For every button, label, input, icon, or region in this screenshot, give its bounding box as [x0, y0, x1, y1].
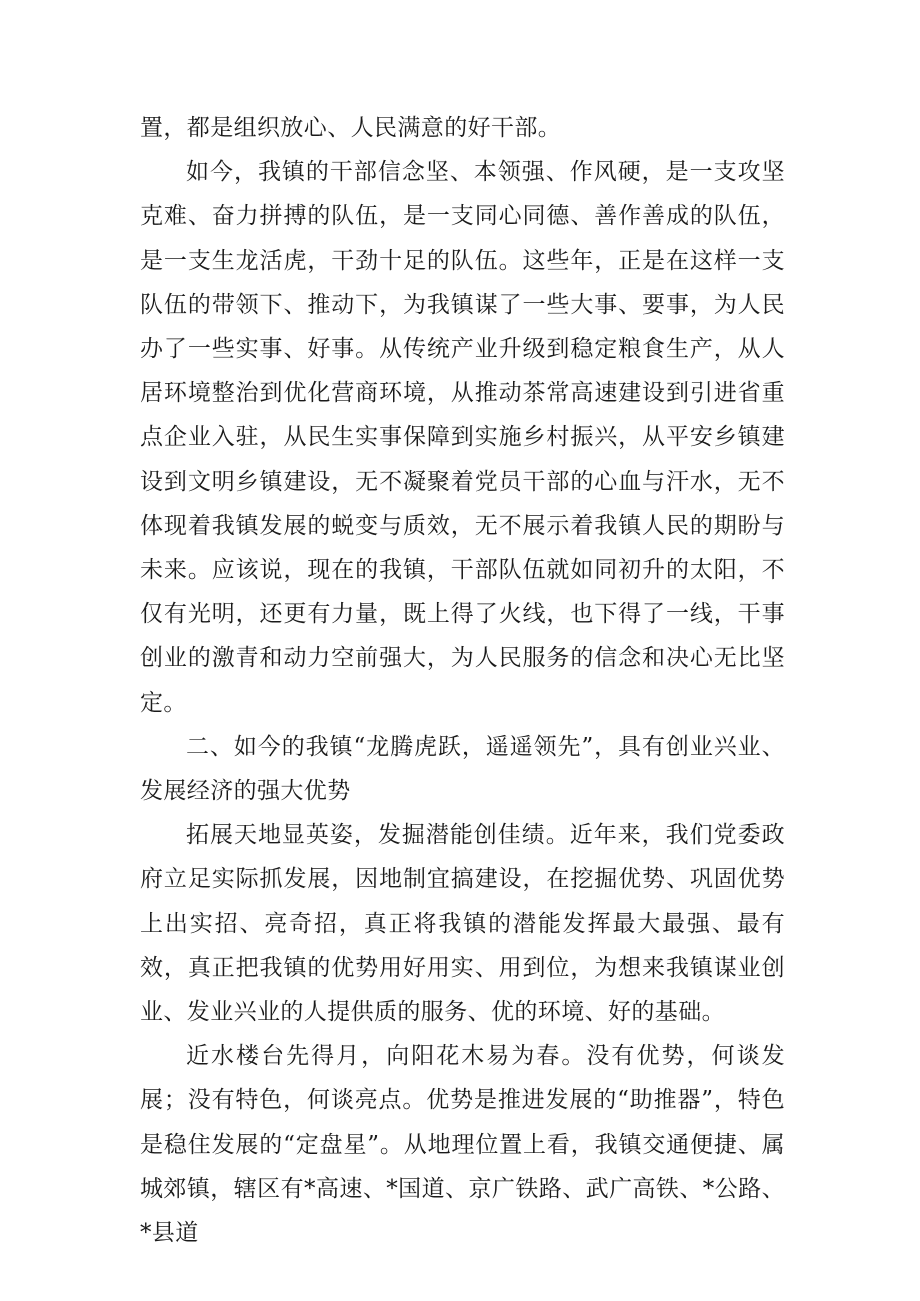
- paragraph-1: 置，都是组织放心、人民满意的好干部。: [140, 115, 562, 141]
- section-heading: 二、如今的我镇“龙腾虎跃，遥遥领先”，具有创业兴业、发展经济的强大优势: [140, 733, 785, 805]
- document-body: [140, 106, 785, 1255]
- paragraph-4: 近水楼台先得月，向阳花木易为春。没有优势，何谈发展；没有特色，何谈亮点。优势是推进发展的“助推器”，特色是稳住发展的“定盘星”。从地理位置上看，我镇交通便捷、属城郊镇，辖区有*高速、*国道、京广铁路、武广高铁、*公路、*县道: [140, 1043, 785, 1247]
- paragraph-2: 如今，我镇的干部信念坚、本领强、作风硬，是一支攻坚克难、奋力拼搏的队伍，是一支同心同德、善作善成的队伍，是一支生龙活虎，干劲十足的队伍。这些年，正是在这样一支队伍的带领下、推动下，为我镇谋了一些大事、要事，为人民办了一些实事、好事。从传统产业升级到稳定粮食生产，从人居环境整治到优化营商环境，从推动茶常高速建设到引进省重点企业入驻，从民生实事保障到实施乡村振兴，从平安乡镇建设到文明乡镇建设，无不凝聚着党员干部的心血与汗水，无不体现着我镇发展的蜕变与质效，无不展示着我镇人民的期盼与未来。应该说，现在的我镇，干部队伍就如同初升的太阳，不仅有光明，还更有力量，既上得了火线，也下得了一线，干事创业的激青和动力空前强大，为人民服务的信念和决心无比坚定。: [140, 159, 785, 716]
- paragraph-3: 拓展天地显英姿，发掘潜能创佳绩。近年来，我们党委政府立足实际抓发展，因地制宜搞建设，在挖掘优势、巩固优势上出实招、亮奇招，真正将我镇的潜能发挥最大最强、最有效，真正把我镇的优势用好用实、用到位，为想来我镇谋业创业、发业兴业的人提供质的服务、优的环境、好的基础。: [140, 822, 785, 1026]
